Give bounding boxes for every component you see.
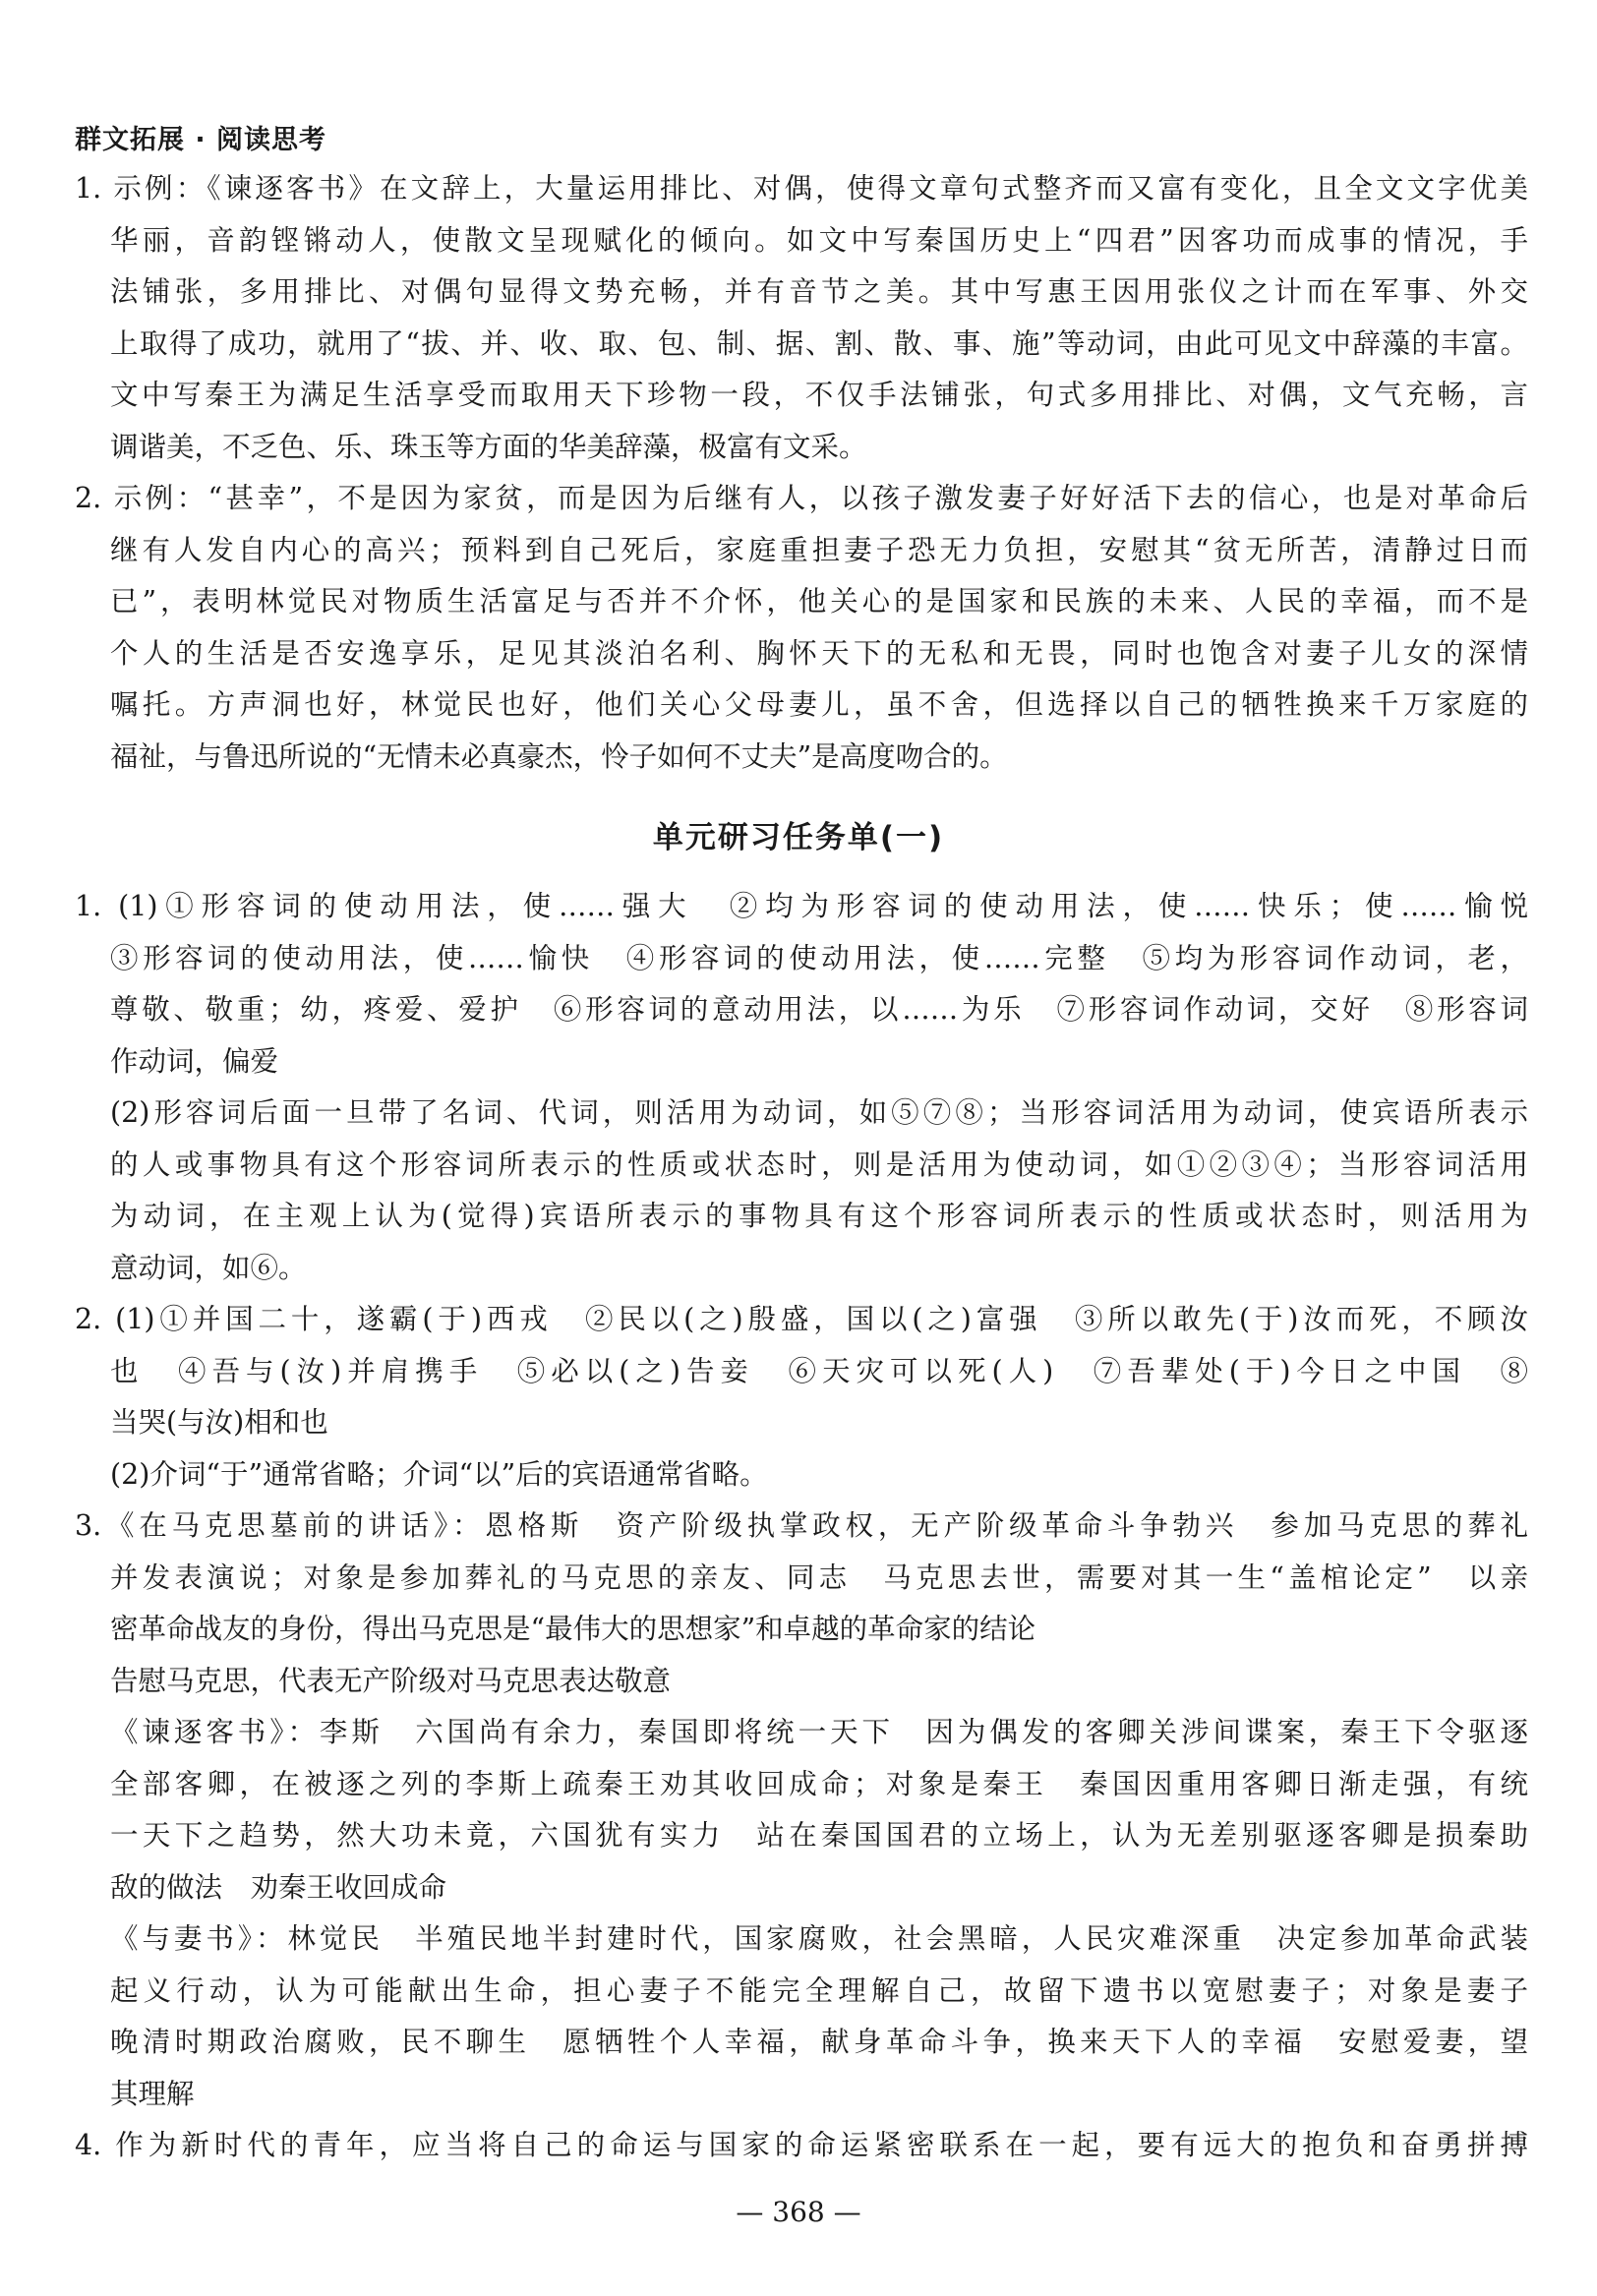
answer-line: 晚清时期政治腐败，民不聊生 愿牺牲个人幸福，献身革命斗争，换来天下人的幸福 安慰爱妻，望	[110, 2026, 1528, 2058]
answer-line: 2. 示例：“甚幸”，不是因为家贫，而是因为后继有人，以孩子激发妻子好好活下去的信心，也是对革命后	[75, 482, 1528, 514]
page-number: — 368 —	[736, 2196, 861, 2228]
answer-line: ③形容词的使动用法，使……愉快 ④形容词的使动用法，使……完整 ⑤均为形容词作动词，老，	[110, 941, 1528, 974]
answer-line: 告慰马克思，代表无产阶级对马克思表达敬意	[110, 1664, 672, 1697]
answer-line: 起义行动，认为可能献出生命，担心妻子不能完全理解自己，故留下遗书以宽慰妻子；对象是妻子	[110, 1973, 1528, 2007]
answer-line: 也 ④吾与(汝)并肩携手 ⑤必以(之)告妾 ⑥天灾可以死(人) ⑦吾辈处(于)今日之中国 ⑧	[110, 1354, 1528, 1387]
answer-line: 2. (1)①并国二十，遂霸(于)西戎 ②民以(之)殷盛，国以(之)富强 ③所以敢先(于)汝而死，不顾汝	[75, 1303, 1528, 1335]
answer-line: 嘱托。方声洞也好，林觉民也好，他们关心父母妻儿，虽不舍，但选择以自己的牺牲换来千万家庭的	[110, 688, 1528, 721]
answer-line: 敌的做法 劝秦王收回成命	[110, 1870, 447, 1904]
reading-answers	[75, 163, 1528, 783]
answer-line: (2)形容词后面一旦带了名词、代词，则活用为动词，如⑤⑦⑧；当形容词活用为动词，使宾语所表示	[110, 1096, 1528, 1129]
answer-line: 全部客卿，在被逐之列的李斯上疏秦王劝其收回成命；对象是秦王 秦国因重用客卿日渐走强，有统	[110, 1767, 1528, 1800]
answer-line: 《与妻书》：林觉民 半殖民地半封建时代，国家腐败，社会黑暗，人民灾难深重 决定参加革命武装	[110, 1922, 1528, 1955]
unit-title: 单元研习任务单(一)	[652, 820, 945, 855]
section-heading: 群文拓展 · 阅读思考	[75, 125, 327, 155]
answer-line: 的人或事物具有这个形容词所表示的性质或状态时，则是活用为使动词，如①②③④；当形容词活用	[110, 1148, 1528, 1181]
answer-line: 上取得了成功，就用了“拔、并、收、取、包、制、据、割、散、事、施”等动词，由此可见文中辞藻的丰富。	[110, 326, 1528, 360]
answer-line: 已”，表明林觉民对物质生活富足与否并不介怀，他关心的是国家和民族的未来、人民的幸福，而不是	[110, 585, 1528, 618]
answer-line: 3.《在马克思墓前的讲话》：恩格斯 资产阶级执掌政权，无产阶级革命斗争勃兴 参加马克思的葬礼	[75, 1509, 1528, 1542]
answer-line: 尊敬、敬重；幼，疼爱、爱护 ⑥形容词的意动用法，以……为乐 ⑦形容词作动词，交好 ⑧形容词	[110, 993, 1528, 1026]
answer-line: 华丽，音韵铿锵动人，使散文呈现赋化的倾向。如文中写秦国历史上“四君”因客功而成事的情况，手	[110, 223, 1528, 257]
answer-line: 一天下之趋势，然大功未竟，六国犹有实力 站在秦国国君的立场上，认为无差别驱逐客卿是损秦助	[110, 1819, 1528, 1852]
answer-line: 并发表演说；对象是参加葬礼的马克思的亲友、同志 马克思去世，需要对其一生“盖棺论定” 以亲	[110, 1560, 1528, 1594]
answer-line: 《谏逐客书》：李斯 六国尚有余力，秦国即将统一天下 因为偶发的客卿关涉间谍案，秦王下令驱逐	[110, 1716, 1528, 1748]
answer-line: 其理解	[110, 2077, 195, 2110]
unit-answers	[75, 881, 1528, 2172]
answer-line: 意动词，如⑥。	[110, 1251, 307, 1284]
answer-line: 法铺张，多用排比、对偶句显得文势充畅，并有音节之美。其中写惠王因用张仪之计而在军事、外交	[110, 275, 1528, 308]
answer-line: 作动词，偏爱	[110, 1044, 279, 1078]
answer-line: 个人的生活是否安逸享乐，足见其淡泊名利、胸怀天下的无私和无畏，同时也饱含对妻子儿女的深情	[110, 636, 1528, 670]
answer-line: 继有人发自内心的高兴；预料到自己死后，家庭重担妻子恐无力负担，安慰其“贫无所苦，清静过日而	[110, 533, 1528, 566]
answer-line: 1. (1)①形容词的使动用法，使……强大 ②均为形容词的使动用法，使……快乐；使……愉悦	[75, 890, 1528, 922]
answer-line: 密革命战友的身份，得出马克思是“最伟大的思想家”和卓越的革命家的结论	[110, 1613, 1036, 1645]
answer-line: 调谐美，不乏色、乐、珠玉等方面的华美辞藻，极富有文采。	[110, 430, 867, 463]
answer-line: 为动词，在主观上认为(觉得)宾语所表示的事物具有这个形容词所表示的性质或状态时，则活用为	[110, 1200, 1528, 1232]
answer-line: 4. 作为新时代的青年，应当将自己的命运与国家的命运紧密联系在一起，要有远大的抱负和奋勇拼搏	[75, 2129, 1528, 2161]
answer-line: 1. 示例：《谏逐客书》在文辞上，大量运用排比、对偶，使得文章句式整齐而又富有变化，且全文文字优美	[75, 172, 1528, 205]
answer-line: 文中写秦王为满足生活享受而取用天下珍物一段，不仅手法铺张，句式多用排比、对偶，文气充畅，言	[110, 379, 1528, 411]
answer-line: (2)介词“于”通常省略；介词“以”后的宾语通常省略。	[110, 1457, 768, 1491]
answer-line: 当哭(与汝)相和也	[110, 1406, 328, 1439]
answer-line: 福祉，与鲁迅所说的“无情未必真豪杰，怜子如何不丈夫”是高度吻合的。	[110, 739, 1008, 773]
